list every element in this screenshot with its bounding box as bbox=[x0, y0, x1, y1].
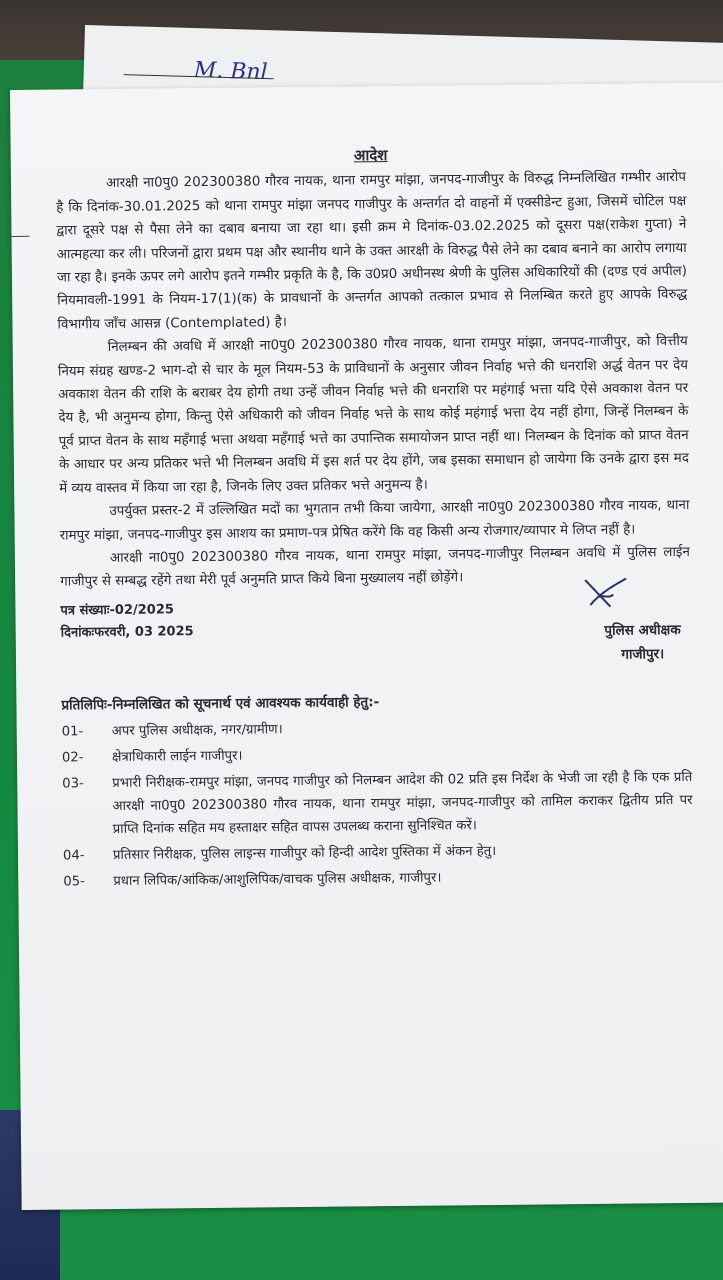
document-body bbox=[56, 141, 694, 894]
letter-meta bbox=[60, 594, 690, 663]
list-item bbox=[62, 714, 692, 744]
paragraph-2: निलम्बन की अवधि में आरक्षी ना0पु0 202300380 गौरव नायक, थाना रामपुर मांझा, जनपद-गाजीपुर, को वित्तीय नियम संग्रह खण्ड-2 भाग-दो से चार के मूल नियम-53 के प्राविधानों के अनुसार जीवन निर्वाह भत्ते की धनराशि अर्द्ध वेतन पर देय अवकाश वेतन की राशि के बराबर देय होगी तथा उन्हें जीवन निर्वाह भत्ते की धनराशि पर महंगाई भत्ता यदि ऐसे अवकाश वेतन पर देय है, भी अनुमन्य होगा, किन्तु ऐसे अधिकारी को जीवन निर्वाह भत्ते के साथ कोई महंगाई भत्ता देय नहीं होगा, जिन्हें निलम्बन के पूर्व प्राप्त वेतन के साथ महँगाई भत्ता अथवा महँगाई भत्ते का उपान्तिक समायोजन प्राप्त नहीं था। निलम्बन के दिनांक को प्राप्त वेतन के आधार पर अन्य प्रतिकर भत्ते भी निलम्बन अवधि में इस शर्त पर देय होंगे, जब इसका समाधान हो जायेगा कि उनके द्वारा इस मद में व्यय वास्तव में किया जा रहा है, जिनके लिए उक्त प्रतिकर भत्ते अनुमन्य है। bbox=[57, 334, 689, 497]
copy-text: अपर पुलिस अधीक्षक, नगर/ग्रामीण। bbox=[111, 722, 283, 740]
copy-number: 03- bbox=[62, 776, 84, 792]
copy-text: प्रभारी निरीक्षक-रामपुर मांझा, जनपद गाजीपुर को निलम्बन आदेश की 02 प्रति इस निर्देश के भेजी जा रही है कि एक प्रति आरक्षी ना0पु0 202300380 गौरव नायक, थाना रामपुर मांझा, जनपद-गाजीपुर को तामिल कराकर द्वितीय प्रति पर प्राप्ति दिनांक सहित मय हस्ताक्षर सहित वापस उपलब्ध कराना सुनिश्चित करें। bbox=[112, 770, 693, 838]
document-title: आदेश bbox=[353, 146, 388, 165]
copy-heading: प्रतिलिपिः-निम्नलिखित को सूचनार्थ एवं आवश्यक कार्यवाही हेतु:- bbox=[61, 693, 380, 714]
paragraph-3: उपर्युक्त प्रस्तर-2 में उल्लिखित मदों का भुगतान तभी किया जायेगा, आरक्षी ना0पु0 202300380 गौरव नायक, थाना रामपुर मांझा, जनपद-गाजीपुर इस आशय का प्रमाण-पत्र प्रेषित करेंगे कि वह किसी अन्य रोजगार/व्यापार मे लिप्त नहीं है। bbox=[59, 498, 690, 544]
copy-text: क्षेत्राधिकारी लाईन गाजीपुर। bbox=[111, 748, 243, 766]
copy-text: प्रतिसार निरीक्षक, पुलिस लाइन्स गाजीपुर को हिन्दी आदेश पुस्तिका में अंकन हेतु। bbox=[112, 844, 497, 864]
paragraph-4: आरक्षी ना0पु0 202300380 गौरव नायक, थाना रामपुर मांझा, जनपद-गाजीपुर निलम्बन अवधि में पुलिस लाईन गाजीपुर से सम्बद्ध रहेंगे तथा मेरी पूर्व अनुमति प्राप्त किये बिना मुख्यालय नहीं छोड़ेंगे। bbox=[60, 544, 690, 590]
margin-mark bbox=[12, 236, 30, 237]
list-item bbox=[63, 864, 693, 894]
copy-number: 05- bbox=[63, 874, 85, 890]
list-item bbox=[62, 766, 693, 842]
letter-number: पत्र संख्याः-02/2025 bbox=[60, 602, 174, 619]
paragraph-1: आरक्षी ना0पु0 202300380 गौरव नायक, थाना रामपुर मांझा, जनपद-गाजीपुर के विरुद्ध निम्नलिखित गम्भीर आरोप है कि दिनांक-30.01.2025 को थाना रामपुर मांझा जनपद गाजीपुर के अन्तर्गत दो वाहनों में एक्सीडेन्ट हुआ, जिसमें चोटिल पक्ष द्वारा दूसरे पक्ष से पैसा लेने का दबाव बनाया जा रहा था। इसी क्रम मे दिनांक-03.02.2025 को दूसरा पक्ष(राकेश गुप्ता) ने आत्महत्या कर ली। परिजनों द्वारा प्रथम पक्ष और स्थानीय थाने के उक्त आरक्षी के विरुद्ध पैसे लेने का दबाव बनाने का आरोप लगाया जा रहा है। इनके ऊपर लगे आरोप इतने गम्भीर प्रकृति के है, कि उ0प्र0 अधीनस्थ श्रेणी के पुलिस अधिकारियों की (दण्ड एवं अपील) नियमावली-1991 के नियम-17(1)(क) के प्रावधानों के अन्तर्गत आपको तत्काल प्रभाव से निलम्बित करते हुए आपके विरुद्ध विभागीय जाँच आसन्न (Contemplated) है। bbox=[56, 170, 688, 333]
copy-number: 04- bbox=[62, 848, 85, 864]
copy-number: 02- bbox=[61, 750, 84, 766]
list-item bbox=[63, 838, 693, 868]
signatory-title: पुलिस अधीक्षक bbox=[604, 621, 681, 639]
signatory-place: गाजीपुर। bbox=[621, 645, 665, 663]
letter-date: दिनांकःफरवरी, 03 2025 bbox=[60, 623, 194, 641]
signatory bbox=[604, 618, 681, 667]
copy-number: 01- bbox=[61, 724, 84, 740]
list-item bbox=[62, 740, 692, 770]
order-document bbox=[10, 83, 723, 1210]
copy-text: प्रधान लिपिक/आंकिक/आशुलिपिक/वाचक पुलिस अधीक्षक, गाजीपुर। bbox=[113, 870, 442, 890]
signature-icon bbox=[580, 574, 630, 615]
back-signature: M. Bnl bbox=[193, 58, 268, 86]
